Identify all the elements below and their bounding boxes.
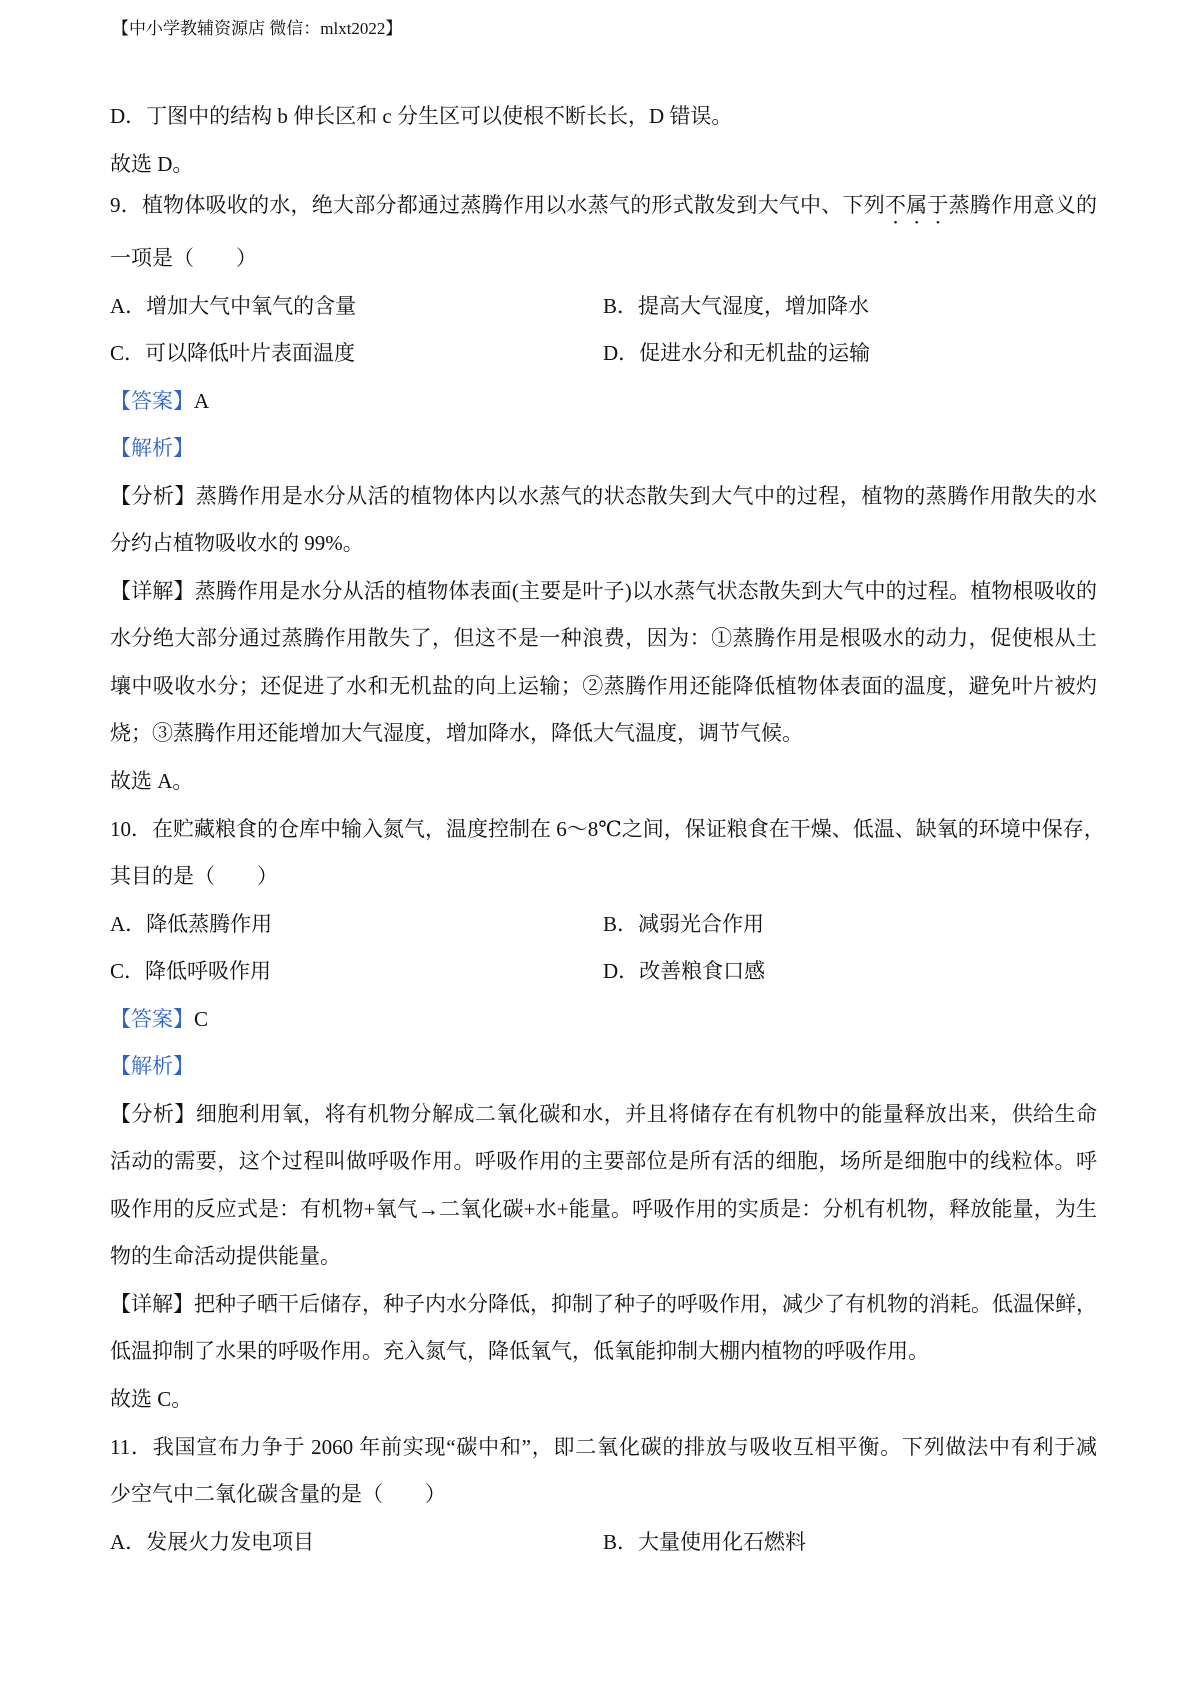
q11-stem-line-1: 11．我国宣布力争于 2060 年前实现“碳中和”，即二氧化碳的排放与吸收互相平衡。下列做法中有利于减 (110, 1435, 1097, 1459)
q10-option-a: A．降低蒸腾作用 (110, 912, 273, 936)
q10-option-c: C．降低呼吸作用 (110, 959, 272, 983)
q8-conclusion: 故选 D。 (110, 152, 194, 176)
q9-xiangjie-line-2: 水分绝大部分通过蒸腾作用散失了，但这不是一种浪费，因为：①蒸腾作用是根吸水的动力，促使根从土 (110, 626, 1097, 650)
answer-value: A (194, 389, 210, 413)
q10-fenxi-line-3: 吸作用的反应式是：有机物+氧气→二氧化碳+水+能量。呼吸作用的实质是：分机有机物，释放能量，为生 (110, 1197, 1097, 1221)
q9-xiangjie-line-1: 【详解】蒸腾作用是水分从活的植物体表面(主要是叶子)以水蒸气状态散失到大气中的过程。植物根吸收的 (110, 579, 1097, 603)
q9-option-b: B．提高大气湿度，增加降水 (603, 294, 870, 318)
q10-analysis-label: 【解析】 (110, 1054, 194, 1078)
answer-value: C (194, 1007, 209, 1031)
q9-xiangjie-line-3: 壤中吸收水分；还促进了水和无机盐的向上运输；②蒸腾作用还能降低植物体表面的温度，避免叶片被灼 (110, 674, 1097, 698)
q8-option-d-explanation: D．丁图中的结构 b 伸长区和 c 分生区可以使根不断长长，D 错误。 (110, 104, 733, 128)
q10-option-b: B．减弱光合作用 (603, 912, 765, 936)
q9-conclusion: 故选 A。 (110, 769, 194, 793)
q10-xiangjie-line-2: 低温抑制了水果的呼吸作用。充入氮气，降低氧气，低氧能抑制大棚内植物的呼吸作用。 (110, 1339, 929, 1363)
q9-fenxi-line-1: 【分析】蒸腾作用是水分从活的植物体内以水蒸气的状态散失到大气中的过程，植物的蒸腾作用散失的水 (110, 484, 1097, 508)
q10-fenxi-line-2: 活动的需要，这个过程叫做呼吸作用。呼吸作用的主要部位是所有活的细胞，场所是细胞中的线粒体。呼 (110, 1149, 1097, 1173)
q10-fenxi-line-4: 物的生命活动提供能量。 (110, 1244, 341, 1268)
q10-stem-line-2: 其目的是（ ） (110, 864, 278, 888)
q11-option-a: A．发展火力发电项目 (110, 1530, 315, 1554)
q9-analysis-label: 【解析】 (110, 436, 194, 460)
q9-option-c: C．可以降低叶片表面温度 (110, 341, 356, 365)
q10-xiangjie-line-1: 【详解】把种子晒干后储存，种子内水分降低，抑制了种子的呼吸作用，减少了有机物的消耗。低温保鲜， (110, 1292, 1097, 1316)
q11-stem-line-2: 少空气中二氧化碳含量的是（ ） (110, 1482, 446, 1506)
q9-option-d: D．促进水分和无机盐的运输 (603, 341, 871, 365)
q9-stem-emphasis: 不属于 (884, 193, 949, 217)
q9-fenxi-line-2: 分约占植物吸收水的 99%。 (110, 531, 364, 555)
q9-stem-line-1 (110, 190, 1097, 220)
answer-label: 【答案】 (110, 389, 194, 413)
q10-fenxi-line-1: 【分析】细胞利用氧，将有机物分解成二氧化碳和水，并且将储存在有机物中的能量释放出来，供给生命 (110, 1102, 1097, 1126)
q10-stem-line-1: 10．在贮藏粮食的仓库中输入氮气，温度控制在 6～8℃之间，保证粮食在干燥、低温、缺氧的环境中保存， (110, 817, 1105, 841)
q10-conclusion: 故选 C。 (110, 1387, 193, 1411)
q9-answer (110, 386, 209, 416)
q10-answer (110, 1004, 208, 1034)
q11-option-b: B．大量使用化石燃料 (603, 1530, 807, 1554)
q9-option-a: A．增加大气中氧气的含量 (110, 294, 357, 318)
watermark-header: 【中小学教辅资源店 微信：mlxt2022】 (112, 19, 403, 38)
answer-label: 【答案】 (110, 1007, 194, 1031)
q10-option-d: D．改善粮食口感 (603, 959, 766, 983)
q9-stem-before: 9．植物体吸收的水，绝大部分都通过蒸腾作用以水蒸气的形式散发到大气中、下列 (110, 193, 885, 217)
q9-stem-after: 蒸腾作用意义的 (948, 193, 1098, 217)
q9-stem-line-2: 一项是（ ） (110, 246, 257, 270)
q9-xiangjie-line-4: 烧；③蒸腾作用还能增加大气湿度，增加降水，降低大气温度，调节气候。 (110, 721, 803, 745)
